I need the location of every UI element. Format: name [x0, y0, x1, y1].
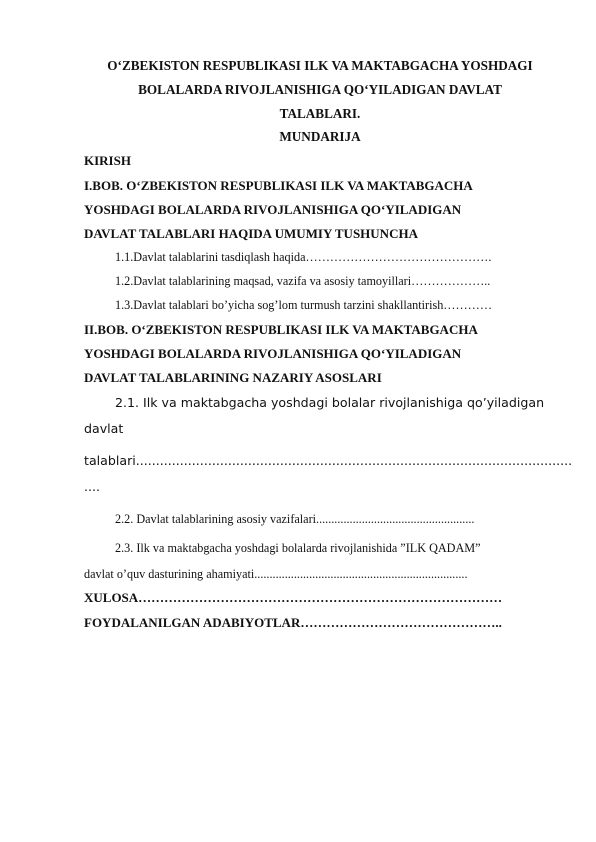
toc-section-2-1-line-2: davlat: [84, 421, 124, 436]
document-title-line-3: TALABLARI.: [279, 106, 361, 121]
toc-chapter-1-line-3: DAVLAT TALABLARI HAQIDA UMUMIY TUSHUNCHA: [84, 226, 418, 241]
document-title-line-1: O‘ZBEKISTON RESPUBLIKASI ILK VA MAKTABGACHA YOSHDAGI: [107, 58, 533, 73]
toc-chapter-2-line-3: DAVLAT TALABLARINING NAZARIY ASOSLARI: [84, 370, 382, 385]
toc-section-1-1: 1.1.Davlat talablarini tasdiqlash haqida……………………………………….: [115, 250, 492, 264]
toc-section-2-3-line-1: 2.3. Ilk va maktabgacha yoshdagi bolalarda rivojlanishida ”ILK QADAM”: [115, 541, 481, 555]
toc-chapter-2-line-1: II.BOB. O‘ZBEKISTON RESPUBLIKASI ILK VA MAKTABGACHA: [84, 322, 478, 337]
toc-chapter-1-line-2: YOSHDAGI BOLALARDA RIVOJLANISHIGA QO‘YILADIGAN: [84, 202, 462, 217]
toc-conclusion: XULOSA…………………………………………………………………………: [84, 590, 503, 605]
toc-section-2-1-line-4: ....: [84, 479, 101, 494]
toc-intro: KIRISH: [84, 153, 131, 168]
toc-section-1-2: 1.2.Davlat talablarining maqsad, vazifa va asosiy tamoyillari………………..: [115, 274, 491, 288]
toc-section-2-1-leader: talablari.............................................................................................................: [84, 453, 573, 468]
toc-section-2-3-line-2: davlat o’quv dasturining ahamiyati......................................................................: [84, 567, 468, 581]
toc-section-2-1-line-1: 2.1. Ilk va maktabgacha yoshdagi bolalar rivojlanishiga qo’yiladigan: [115, 395, 545, 410]
toc-chapter-2-line-2: YOSHDAGI BOLALARDA RIVOJLANISHIGA QO‘YILADIGAN: [84, 346, 462, 361]
document-title-line-2: BOLALARDA RIVOJLANISHIGA QO‘YILADIGAN DAVLAT: [138, 82, 502, 97]
toc-section-2-1-line-3: [84, 453, 572, 471]
toc-chapter-1-line-1: I.BOB. O‘ZBEKISTON RESPUBLIKASI ILK VA MAKTABGACHA: [84, 178, 473, 193]
contents-heading: MUNDARIJA: [279, 129, 361, 144]
toc-section-2-2: 2.2. Davlat talablarining asosiy vazifalari....................................................: [115, 512, 475, 526]
toc-references: FOYDALANILGAN ADABIYOTLAR………………………………………..: [84, 615, 502, 630]
toc-section-1-3: 1.3.Davlat talablari bo’yicha sog’lom turmush tarzini shakllantirish…………: [115, 298, 493, 312]
